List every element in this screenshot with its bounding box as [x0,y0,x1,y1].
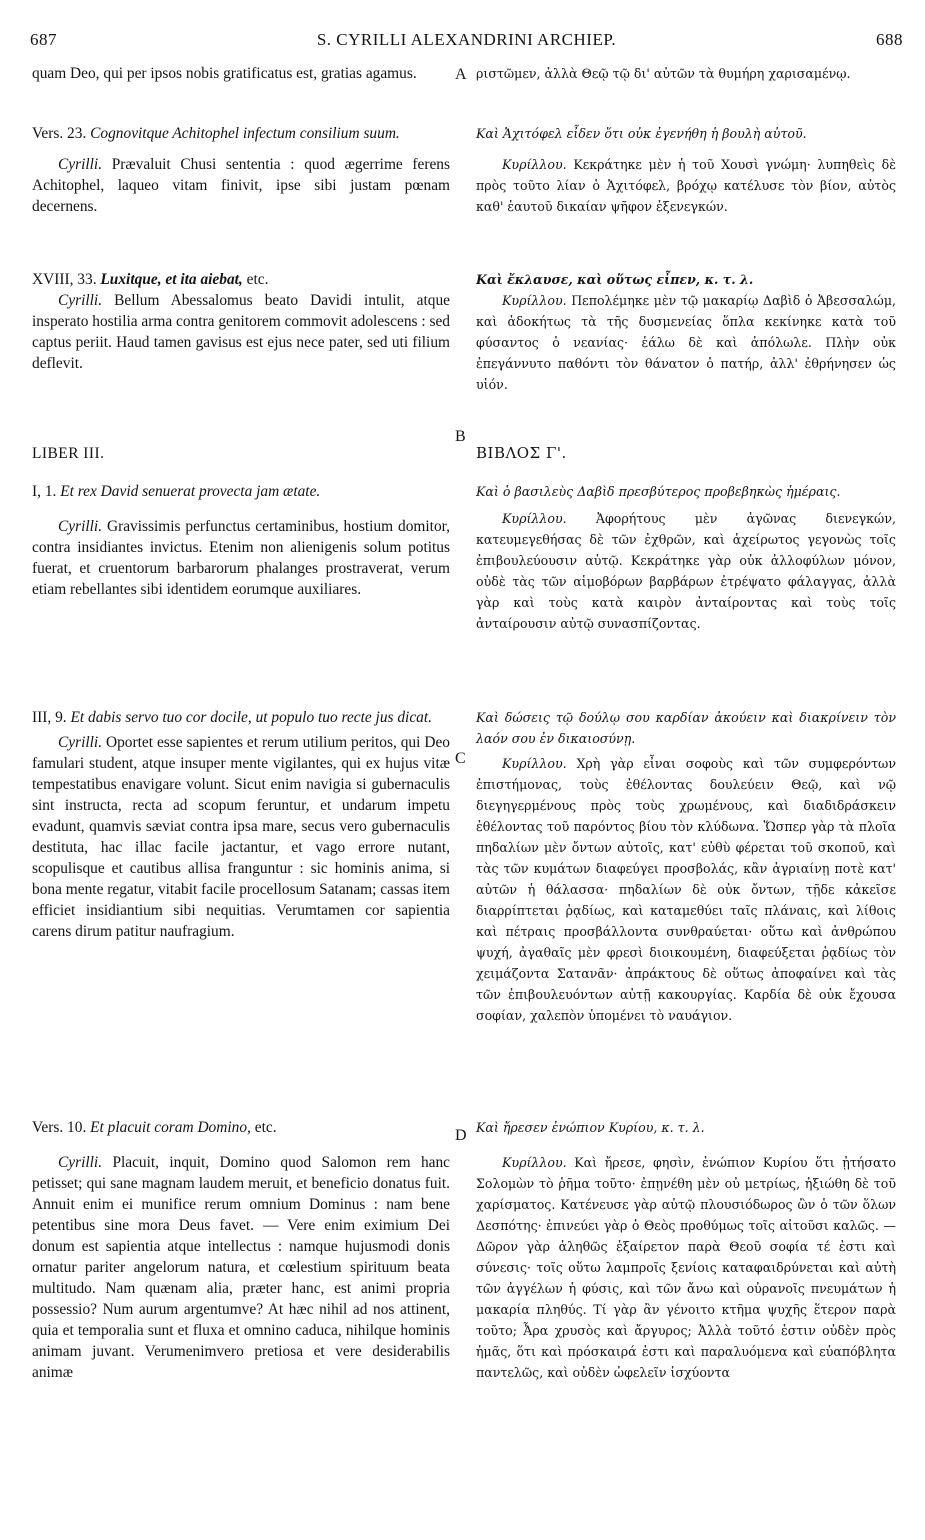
greek-commentary [476,508,896,634]
author-label: Κυρίλλου. [502,1155,567,1170]
greek-section-4 [476,707,896,1026]
greek-commentary [476,753,896,1026]
book-heading-latin: LIBER III. [32,445,105,462]
greek-book-heading-section [476,443,896,464]
latin-section-3 [32,481,450,600]
commentary-text: Πεπολέμηκε μὲν τῷ μακαρίῳ Δαβὶδ ὁ Ἀβεσσαλώμ, καὶ ἀδοκήτως τὰ τῆς δυσμενείας ὅπλα κεκίνηκε κατὰ τοῦ φύσαντος ὁ νεανίας· ἑάλω δὲ καὶ ἀπόλωλε. Πλὴν οὐκ ἐπεγάννυτο παθόντι τὸν θάνατον ὁ πατήρ, ἀλλ' ἐθρήνησεν ὡς υἱόν. [476,293,897,392]
lemma-text: Luxitque, et ita aiebat, [100,271,243,288]
lemma-text: Et placuit coram Domino, [90,1119,251,1136]
latin-section-2 [32,269,450,374]
author-label: Κυρίλλου. [502,756,567,771]
commentary-text: Ἀφορήτους μὲν ἀγῶνας διενεγκών, κατευμεγεθήσας δὲ τῶν ἐχθρῶν, καὶ ἀχείρωτος γεγονὼς τοῖς ἐπιβουλεύουσιν αὐτῷ. Κεκράτηκε γὰρ οὐκ ἀλλοφύλων μόνον, οὐδὲ τὰς τῶν αἱμοβόρων βαρβάρων ἐτρέψατο φάλαγγας, ἀλλὰ γὰρ καὶ τοὺς κατὰ καιρὸν ἀνταίροντας καὶ τοὺς τοῖς ἀνταίρουσιν αὐτῷ συνασπίζοντας. [476,511,896,631]
author-label: Κυρίλλου. [502,157,567,172]
commentary-text: Κεκράτηκε μὲν ἡ τοῦ Χουσὶ γνώμη· λυπηθεὶς δὲ πρὸς τοῦτο λίαν ὁ Ἀχιτόφελ, βρόχῳ κατέλυσε τὸν βίον, αὐτὸς καθ' ἑαυτοῦ δικαίαν ψῆφον ἐξενεγκών. [476,157,896,214]
latin-book-heading-section [32,443,450,464]
greek-lemma: Καὶ ἤρεσεν ἐνώπιον Κυρίου, κ. τ. λ. [476,1120,705,1135]
latin-lemma [32,1117,450,1138]
verse-number: Vers. 23. [32,125,87,142]
latin-lemma [32,269,450,290]
latin-section-5 [32,1117,450,1383]
greek-lemma: Καὶ Ἀχιτόφελ εἶδεν ὅτι οὐκ ἐγενήθη ἡ βουλὴ αὐτοῦ. [476,126,807,141]
verse-number: XVIII, 33. [32,271,97,288]
author-label: Cyrilli. [58,1154,103,1171]
greek-section-3 [476,481,896,634]
latin-section-0 [32,63,450,84]
greek-lemma: Καὶ ὁ βασιλεὺς Δαβὶδ πρεσβύτερος προβεβηκὼς ἡμέραις. [476,484,841,499]
latin-lemma [32,707,450,728]
lemma-text: Et dabis servo tuo cor docile, ut populo tuo recte jus dicat. [70,709,432,726]
commentary-text: Oportet esse sapientes et rerum utilium peritos, qui Deo famulari student, atque insuper mente vigilantes, qui ex hujus vitæ tempestatibus enavigare volunt. Sicut enim navigia si gubernaculis sint instructa, recta ad scopum feruntur, et undarum impetu evadunt, quamvis sæviat contra ipsa mare, secus vero gubernaculis destituta, hac illac facile jactantur, et vago errore nutant, scopulisque et cautibus allisa franguntur : sic hominis anima, si bona mente regatur, vitabit facile procellosum Satanam; cassas item efficiet insidiantium sibi nequitias. Verumtamen cor sapientia carens dirum patitur naufragium. [32,734,450,940]
commentary-text: Gravissimis perfunctus certaminibus, hostium domitor, contra insidiantes invictus. Etenim non alienigenis solum potitus fuerat, et cruentorum barbarorum phalanges prostraverat, verum etiam rebellantes sibi identidem eorumque auxiliares. [32,518,450,598]
lemma-text: Et rex David senuerat provecta jam ætate. [60,483,321,500]
margin-letter-a: A [455,66,467,83]
commentary-text: Placuit, inquit, Domino quod Salomon rem hanc petisset; qui sane magnam laudem meruit, et beneficio donatus fuit. Annuit enim ei munifice rerum omnium Dominus : nam bene petentibus sine mora Deus favet. — Vere enim eximium Dei donum est sapientia atque intellectus : namque hujusmodi donis ornatur pariter angelorum natura, et cœlestium spirituum beata multitudo. Nam quænam alia, præter hanc, est animi propria possessio? Num aurum argentumve? At hæc nihil ad nos attinent, quia et temporalia sunt et fluxa et omnino caduca, nihilque hominis animam juvant. Verumenimvero pretiosa et vere desiderabilis animæ [32,1154,450,1381]
greek-section-0 [476,63,896,84]
lemma-text: Cognovitque Achitophel infectum consilium suum. [90,125,400,142]
commentary-text: Bellum Abessalomus beato Davidi intulit, atque insperato hostilia arma contra genitorem commovit adolescens : sed captus periit. Haud tamen gavisus est ejus nece pater, sed uti filium deflevit. [32,292,450,372]
lemma-etc: etc. [254,1119,277,1136]
greek-lemma: Καὶ ἔκλαυσε, καὶ οὕτως εἶπεν, κ. τ. λ. [476,272,754,287]
greek-section-5 [476,1117,896,1383]
latin-section-4 [32,707,450,942]
author-label: Cyrilli. [58,292,103,309]
verse-number: I, 1. [32,483,57,500]
greek-section-2 [476,269,896,395]
commentary-text: Καὶ ἤρεσε, φησὶν, ἐνώπιον Κυρίου ὅτι ᾐτήσατο Σολομὼν τὸ ῥῆμα τοῦτο· ἐπῃνέθη μὲν οὐ μετρίως, ἠξιώθη δὲ τοῦ χαρίσματος. Κατένευσε γὰρ αὐτῷ πλουσιόδωρος ὢν ὁ τῶν ὅλων Δεσπότης· ἐπινεύει γὰρ ὁ Θεὸς προθύμως τοῖς αἰτοῦσι καλῶς. — Δῶρον γὰρ ἀληθῶς ἐξαίρετον παρὰ Θεοῦ σοφία τέ ἐστι καὶ σύνεσις· τοῖς οὕτω λαμπροῖς ξενίοις καταφαιδρύνεται καὶ αὐτὴ τῶν ἀγγέλων ἡ φύσις, καὶ τῶν ἄνω καὶ οὐρανοῖς πνευμάτων ἡ μακαρία πληθύς. Τί γὰρ ἂν γένοιτο κτῆμα ψυχῆς ἕτερον παρὰ τοῦτο; Ἆρα χρυσὸς καὶ ἄργυρος; Ἀλλὰ τοῦτό ἐστιν οὐδὲν πρὸς ἡμᾶς, ὅτι καὶ πρόσκαιρά ἐστι καὶ παραλυόμενα καὶ εὐαπόβλητα παντελῶς, καὶ οὐδὲν ὠφελεῖν ἰσχύοντα [476,1155,897,1380]
greek-commentary [476,290,896,395]
latin-lemma [32,481,450,502]
author-label: Κυρίλλου. [502,511,567,526]
latin-commentary [32,732,450,942]
author-label: Κυρίλλου. [502,293,567,308]
latin-commentary [32,1152,450,1383]
book-heading-greek: ΒΙΒΛΟΣ Γ'. [476,444,567,462]
author-label: Cyrilli. [58,734,103,751]
latin-lemma [32,123,450,144]
lemma-etc: etc. [246,271,269,288]
commentary-text: Χρὴ γὰρ εἶναι σοφοὺς καὶ τῶν συμφερόντων ἐπιστήμονας, τοὺς ἐθέλοντας δουλεύειν Θεῷ, καὶ νῷ διεγηγερμένους πρὸς τοὺς χρωμένους, καὶ διαδιδράσκειν ἐθέλοντας τοῦ παρόντος βίου τὸν κλύδωνα. Ὥσπερ γὰρ τὰ πλοῖα πηδαλίων μὲν ὄντων αὐτοῖς, κατ' εὐθὺ φέρεται τοῦ σκοποῦ, καὶ τὰς τῶν κυμάτων διαφεύγει προσβολάς, κἂν ἀγριαίνῃ ποτὲ κατ' αὐτῶν ἡ θάλασσα· πηδαλίων δὲ οὐκ ὄντων, τῇδε κἀκεῖσε διαρρίπτεται ῥᾳδίως, καὶ καταμεθύει ταῖς πλάναις, καὶ λίθοις καὶ πέτραις προσβάλλοντα συνθραύεται· οὕτω καὶ ἀνθρώπου ψυχή, ἀγαθαῖς μὲν φρεσὶ διοικουμένη, διαφεύξεται ῥᾳδίως τὸν χειμάζοντα Σατανᾶν· ἀπράκτους δὲ οὕτως ἀποφαίνει καὶ τὰς τῶν ἐπιβουλευόντων αὐτῇ κακουργίας. Καρδία δὲ οὐκ ἔχουσα σοφίαν, χαλεπὸν ὑπομένει τὸ ναυάγιον. [476,756,896,1023]
running-title: S. CYRILLI ALEXANDRINI ARCHIEP. [316,30,617,49]
verse-number: III, 9. [32,709,67,726]
latin-commentary [32,154,450,217]
greek-section-1 [476,123,896,217]
commentary-text: Prævaluit Chusi sententia : quod ægerrime ferens Achitophel, laqueo vitam finivit, ipse sibi justam pœnam decernens. [32,156,450,215]
latin-commentary [32,516,450,600]
greek-paragraph: ριστῶμεν, ἀλλὰ Θεῷ τῷ δι' αὐτῶν τὰ θυμήρη χαρισαμένῳ. [476,66,851,81]
margin-letter-d: D [455,1127,467,1144]
page-number-left: 687 [30,30,57,49]
margin-letter-c: C [455,750,466,767]
greek-commentary [476,1152,896,1383]
greek-lemma: Καὶ δώσεις τῷ δούλῳ σου καρδίαν ἀκούειν καὶ διακρίνειν τὸν λαόν σου ἐν δικαιοσύνῃ. [476,710,896,746]
author-label: Cyrilli. [58,518,103,535]
margin-letter-b: B [455,428,466,445]
latin-commentary [32,290,450,374]
greek-commentary [476,154,896,217]
latin-section-1 [32,123,450,217]
running-header [30,30,903,54]
latin-paragraph: quam Deo, qui per ipsos nobis gratificatus est, gratias agamus. [32,65,417,82]
author-label: Cyrilli. [58,156,103,173]
page-number-right: 688 [876,30,903,49]
verse-number: Vers. 10. [32,1119,87,1136]
